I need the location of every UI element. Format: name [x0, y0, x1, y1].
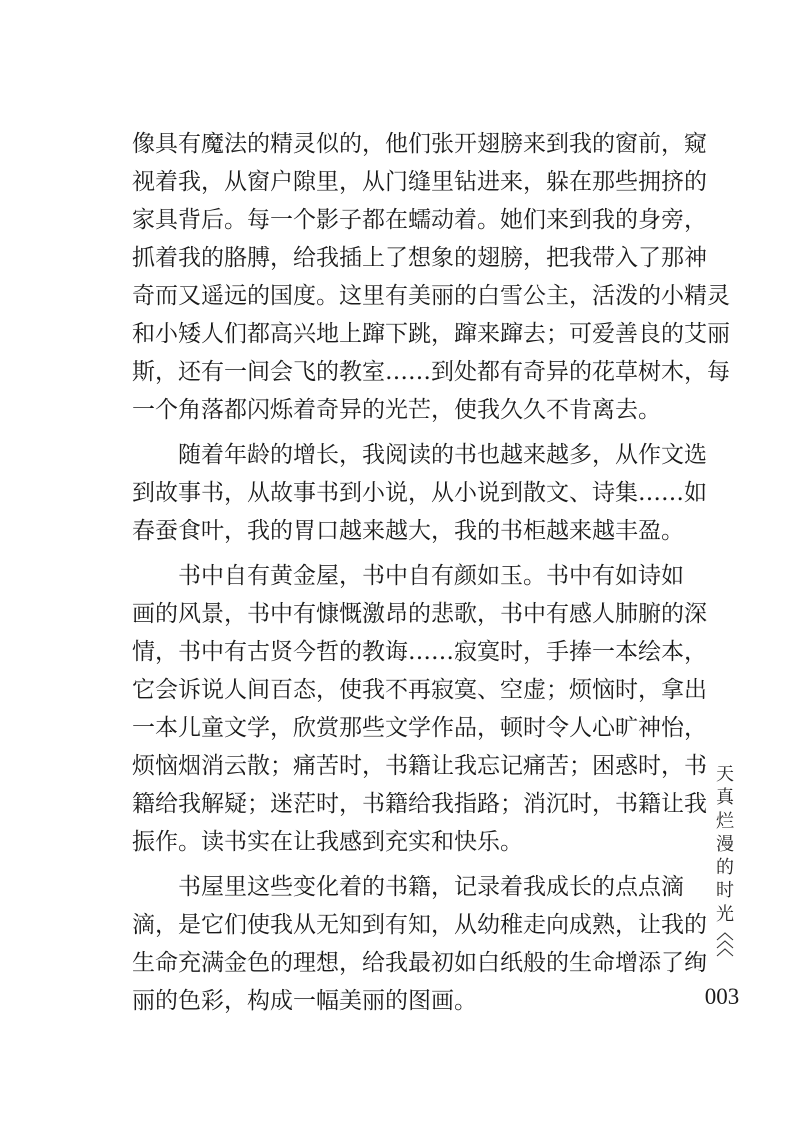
text-line: 振作。读书实在让我感到充实和快乐。	[132, 829, 523, 855]
text-line: 一本儿童文学，欣赏那些文学作品，顿时令人心旷神怡，	[132, 715, 707, 741]
text-line: 滴，是它们使我从无知到有知，从幼稚走向成熟，让我的	[132, 912, 707, 938]
text-line: 像具有魔法的精灵似的，他们张开翅膀来到我的窗前，窥	[132, 131, 707, 157]
text-line: 画的风景，书中有慷慨激昂的悲歌，书中有感人肺腑的深	[132, 601, 707, 627]
text-line: 到故事书，从故事书到小说，从小说到散文、诗集……如	[132, 480, 707, 506]
text-line: 烦恼烟消云散；痛苦时，书籍让我忘记痛苦；困惑时，书	[132, 753, 707, 779]
text-line: 斯，还有一间会飞的教室……到处都有奇异的花草树木，每	[132, 359, 730, 385]
text-line: 一个角落都闪烁着奇异的光芒，使我久久不肯离去。	[132, 397, 661, 423]
running-title-char: 的	[716, 857, 734, 879]
text-line: 春蚕食叶，我的胃口越来越大，我的书柜越来越丰盈。	[132, 518, 684, 544]
text-line: 情，书中有古贤今哲的教诲……寂寞时，手捧一本绘本，	[132, 639, 707, 665]
running-title-char: 真	[716, 787, 734, 809]
running-title	[712, 763, 738, 926]
triple-chevron-up-icon	[712, 930, 738, 964]
running-title-char: 漫	[716, 833, 734, 855]
text-line: 家具背后。每一个影子都在蠕动着。她们来到我的身旁，	[132, 207, 707, 233]
running-title-char: 天	[716, 764, 734, 785]
running-title-char: 光	[716, 903, 734, 925]
text-line: 它会诉说人间百态，使我不再寂寞、空虚；烦恼时，拿出	[132, 677, 707, 703]
text-line: 奇而又遥远的国度。这里有美丽的白雪公主，活泼的小精灵	[132, 283, 730, 309]
running-title-char: 烂	[716, 810, 734, 832]
text-line: 视着我，从窗户隙里，从门缝里钻进来，躲在那些拥挤的	[132, 169, 707, 195]
paragraph-start-line: 书中自有黄金屋，书中自有颜如玉。书中有如诗如	[178, 563, 684, 589]
paragraph-start-line: 随着年龄的增长，我阅读的书也越来越多，从作文选	[178, 442, 707, 468]
text-line: 生命充满金色的理想，给我最初如白纸般的生命增添了绚	[132, 950, 707, 976]
paragraph-start-line: 书屋里这些变化着的书籍，记录着我成长的点点滴	[178, 874, 684, 900]
text-line: 籍给我解疑；迷茫时，书籍给我指路；消沉时，书籍让我	[132, 791, 707, 817]
page-number: 003	[704, 984, 740, 1009]
text-line: 丽的色彩，构成一幅美丽的图画。	[132, 988, 477, 1014]
text-line: 和小矮人们都高兴地上蹿下跳，蹿来蹿去；可爱善良的艾丽	[132, 321, 730, 347]
running-title-char: 时	[716, 880, 734, 902]
text-line: 抓着我的胳膊，给我插上了想象的翅膀，把我带入了那神	[132, 245, 707, 271]
